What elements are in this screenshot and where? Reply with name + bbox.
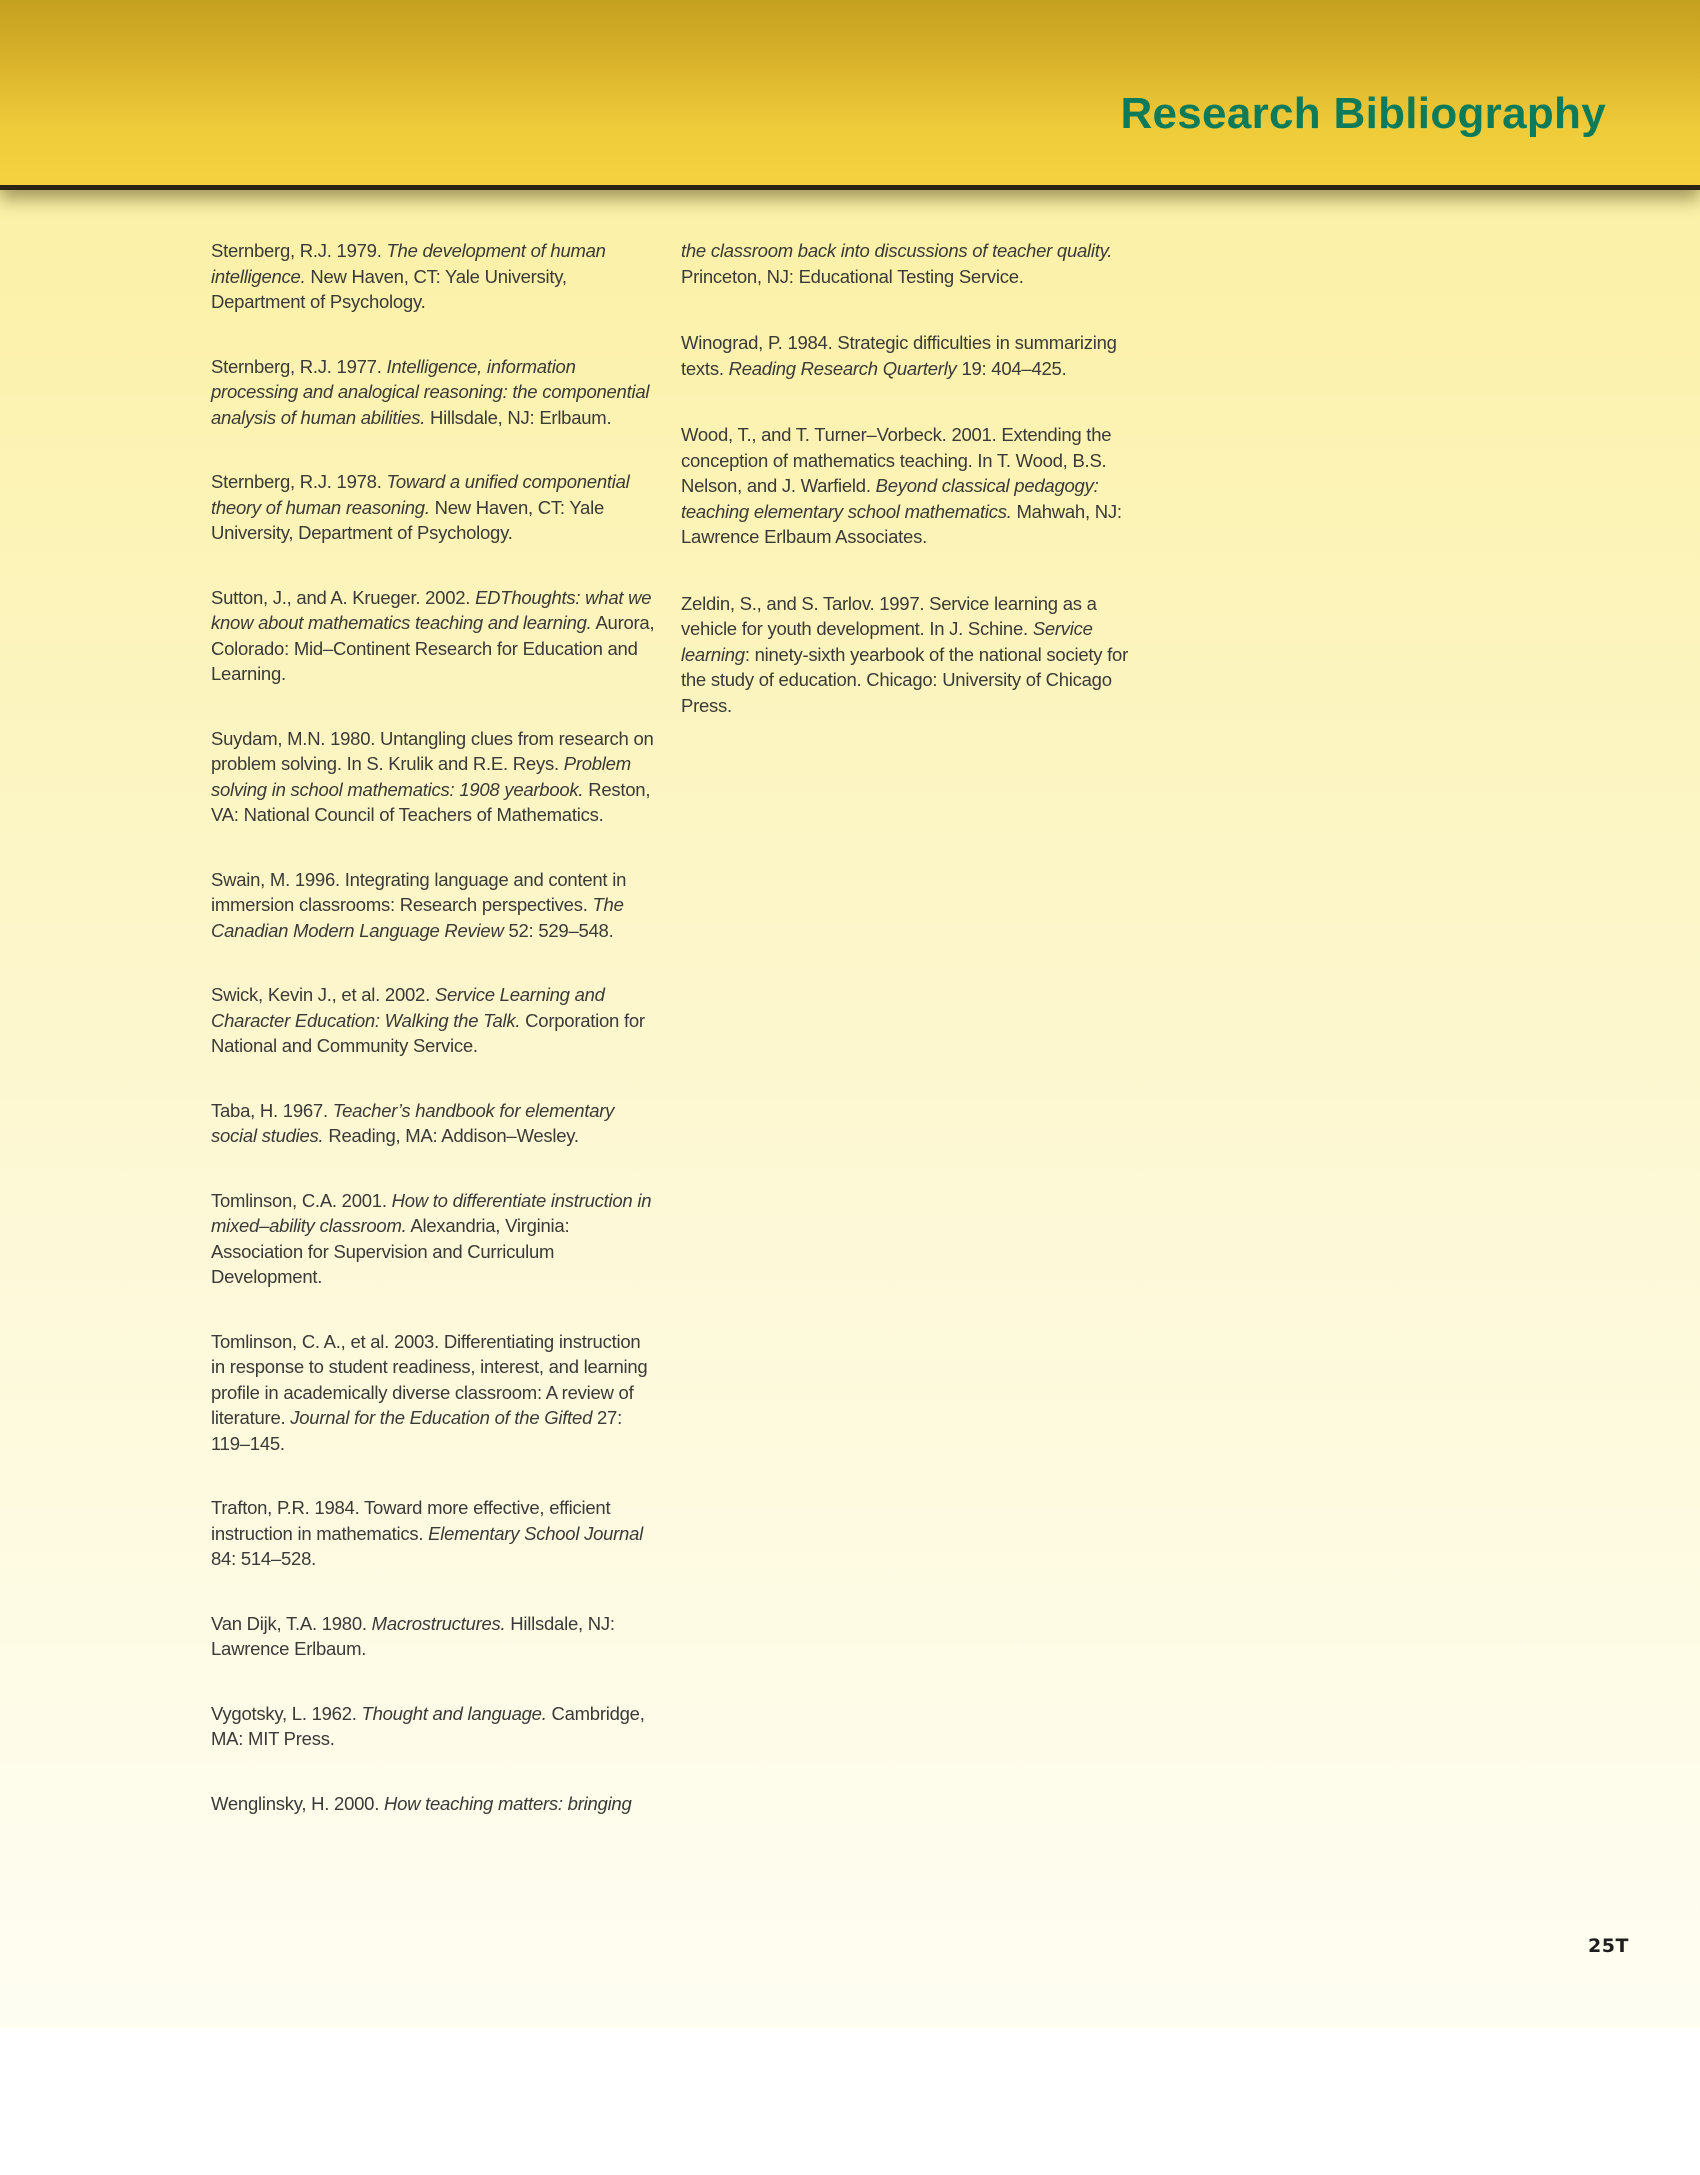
entry-text: Aurora, Colorado: Mid–Continent Research for Education and Learning.	[211, 612, 655, 684]
entry-text: 84: 514–528.	[211, 1548, 317, 1569]
header-banner	[0, 0, 1700, 185]
entry-text: Swick, Kevin J., et al. 2002.	[211, 984, 435, 1005]
entry-text: Sternberg, R.J. 1978.	[211, 471, 387, 492]
entry-text: Tomlinson, C.A. 2001.	[211, 1189, 392, 1211]
entry-text: Swain, M. 1996. Integrating language and content in immersion classrooms: Research perspectives.	[211, 868, 627, 915]
bibliography-entry	[211, 1611, 659, 1662]
page-title: Research Bibliography	[1120, 89, 1606, 138]
entry-text: Princeton, NJ: Educational Testing Service.	[681, 265, 1024, 287]
entry-title: Intelligence, information processing and analogical reasoning: the componential analysis of human abilities.	[211, 355, 650, 428]
bibliography-entry	[211, 238, 659, 315]
entry-title: How teaching matters: bringing	[383, 1792, 632, 1814]
entry-title: Teacher’s handbook for elementary social studies.	[211, 1099, 615, 1146]
entry-text: 52: 529–548.	[503, 919, 614, 941]
entry-title: The Canadian Modern Language Review	[211, 894, 624, 941]
entry-text: Zeldin, S., and S. Tarlov. 1997. Service learning as a vehicle for youth development. In J. Schine.	[681, 592, 1097, 639]
entry-text: Cambridge, MA: MIT Press.	[211, 1702, 645, 1749]
entry-text: Vygotsky, L. 1962.	[211, 1702, 362, 1724]
entry-title: The development of human intelligence.	[211, 240, 606, 287]
entry-text: Tomlinson, C. A., et al. 2003. Differentiating instruction in response to student readiness, interest, and learning profile in academically diverse classroom: A review of literature.	[211, 1330, 648, 1428]
bibliography-entry	[211, 1098, 659, 1149]
entry-text: Reston, VA: National Council of Teachers of Mathematics.	[211, 778, 651, 825]
bibliography-entry	[211, 1329, 659, 1457]
bibliography-entry	[681, 238, 1129, 289]
entry-text: Taba, H. 1967.	[211, 1099, 333, 1121]
entry-title: Journal for the Education of the Gifted	[290, 1407, 593, 1428]
page-number: 25T	[1588, 1935, 1629, 1957]
entry-text: Mahwah, NJ: Lawrence Erlbaum Associates.	[681, 500, 1122, 547]
entry-text: : ninety-sixth yearbook of the national society for the study of education. Chicago: University of Chicago Press.	[681, 643, 1128, 716]
bibliography-entry	[211, 1495, 659, 1572]
bibliography-entry	[211, 469, 659, 546]
bibliography-entry	[211, 354, 659, 431]
right-column	[681, 238, 1129, 759]
entry-text: Trafton, P.R. 1984. Toward more effective, efficient instruction in mathematics.	[211, 1497, 611, 1544]
entry-text: 19: 404–425.	[956, 357, 1067, 379]
bibliography-entry	[211, 1701, 659, 1752]
bibliography-entry	[211, 1791, 659, 1817]
entry-text: Wood, T., and T. Turner–Vorbeck. 2001. Extending the conception of mathematics teaching. In T. Wood, B.S. Nelson, and J. Warfield.	[681, 424, 1112, 496]
entry-title: Elementary School Journal	[428, 1522, 643, 1544]
entry-title: Reading Research Quarterly	[728, 357, 957, 379]
entry-text: 27: 119–145.	[211, 1407, 622, 1454]
entry-title: Problem solving in school mathematics: 1908 yearbook.	[211, 753, 631, 800]
entry-text: Wenglinsky, H. 2000.	[211, 1792, 384, 1814]
entry-text: Hillsdale, NJ: Lawrence Erlbaum.	[211, 1612, 615, 1659]
entry-text: Corporation for National and Community Service.	[211, 1009, 645, 1056]
left-column	[211, 238, 659, 1855]
entry-text: Reading, MA: Addison–Wesley.	[323, 1125, 579, 1146]
entry-text: New Haven, CT: Yale University, Department of Psychology.	[211, 265, 567, 312]
entry-text: Van Dijk, T.A. 1980.	[211, 1612, 372, 1634]
bibliography-entry	[211, 1188, 659, 1290]
entry-title: How to differentiate instruction in mixed–ability classroom.	[211, 1189, 652, 1236]
entry-text: Sternberg, R.J. 1977.	[211, 355, 387, 377]
entry-title: Toward a unified componential theory of human reasoning.	[211, 471, 630, 518]
bibliography-entry	[211, 982, 659, 1059]
entry-title: EDThoughts: what we know about mathematics teaching and learning.	[211, 586, 652, 633]
entry-text: New Haven, CT: Yale University, Department of Psychology.	[211, 496, 604, 543]
entry-text: Alexandria, Virginia: Association for Supervision and Curriculum Development.	[211, 1215, 570, 1287]
entry-text: Sutton, J., and A. Krueger. 2002.	[211, 586, 476, 608]
entry-title: the classroom back into discussions of teacher quality.	[681, 240, 1113, 261]
bibliography-entry	[681, 422, 1129, 550]
entry-text: Winograd, P. 1984. Strategic difficulties in summarizing texts.	[681, 332, 1117, 379]
bibliography-entry	[211, 867, 659, 944]
entry-title: Thought and language.	[361, 1702, 547, 1724]
entry-title: Service Learning and Character Education: Walking the Talk.	[211, 984, 605, 1031]
entry-title: Beyond classical pedagogy: teaching elementary school mathematics.	[681, 475, 1099, 522]
bibliography-entry	[211, 585, 659, 687]
entry-text: Sternberg, R.J. 1979.	[211, 240, 387, 261]
entry-text: Hillsdale, NJ: Erlbaum.	[425, 406, 612, 428]
entry-title: Service learning	[681, 618, 1093, 665]
bibliography-entry	[211, 726, 659, 828]
entry-text: Suydam, M.N. 1980. Untangling clues from research on problem solving. In S. Krulik and R.E. Reys.	[211, 727, 654, 774]
entry-title: Macrostructures.	[371, 1612, 506, 1634]
bibliography-entry	[681, 330, 1129, 381]
bibliography-entry	[681, 591, 1129, 719]
